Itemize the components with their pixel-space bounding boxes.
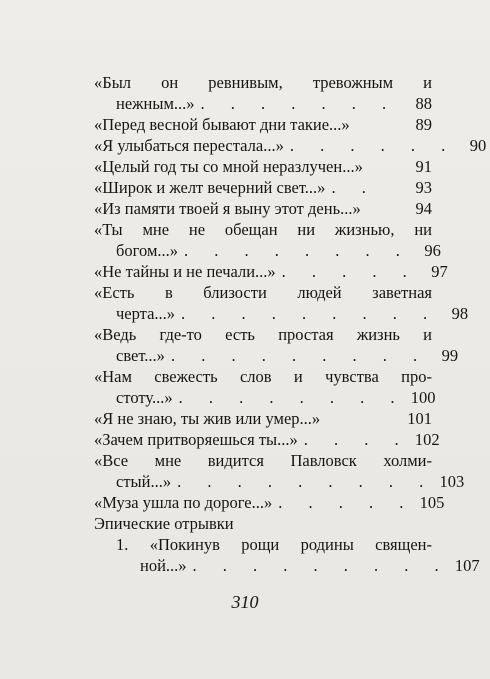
toc-page-number: 94 — [415, 199, 432, 218]
toc-entry — [94, 261, 448, 282]
toc-page-number: 90 — [469, 136, 487, 155]
toc-entry-title: 1. «Покинув рощи родины священ- — [116, 535, 432, 554]
toc-page-number: 89 — [415, 115, 432, 134]
leader-dots: . . . . . . . . . — [170, 346, 429, 365]
toc-entry-title: «Я не знаю, ты жив или умер...» — [94, 409, 321, 428]
leader-dots: . . . . . — [278, 493, 415, 512]
toc-entry-title: «Ты мне не обещан ни жизнью, ни — [94, 220, 432, 239]
leader-dots: . . . . . . . . . — [192, 556, 450, 575]
toc-entry-title: свет...» — [116, 346, 165, 365]
leader-dots: . . . . . . . . — [184, 241, 411, 260]
toc-page-number: 101 — [407, 409, 432, 428]
toc-page-number: 91 — [415, 157, 432, 176]
toc-entry — [94, 114, 432, 135]
toc-page-number: 97 — [431, 262, 448, 281]
toc-entry-title: «Все мне видится Павловск холми- — [94, 451, 432, 470]
toc-entry-title: «Целый год ты со мной неразлучен...» — [94, 157, 363, 176]
toc-entry-title: черта...» — [116, 304, 176, 323]
toc-page-number: 99 — [441, 346, 459, 365]
toc-entry-title: «Нам свежесть слов и чувства про- — [94, 367, 432, 386]
toc-entry — [94, 324, 459, 366]
toc-page-number: 98 — [451, 304, 469, 323]
toc-entry-title: нежным...» — [116, 94, 195, 113]
toc-entry — [94, 492, 445, 513]
leader-dots: . . . . — [303, 430, 410, 449]
section-heading: Эпические отрывки — [94, 514, 234, 533]
toc-page-number: 100 — [410, 388, 436, 407]
toc-entry-title: «Зачем притворяешься ты...» — [94, 430, 298, 449]
toc-entry — [94, 177, 432, 198]
table-of-contents — [94, 72, 487, 576]
toc-page-number: 105 — [419, 493, 445, 512]
leader-dots: . . . . . — [281, 262, 418, 281]
toc-entry-title: «Муза ушла по дороге...» — [94, 493, 273, 512]
toc-entry — [94, 408, 432, 429]
toc-entry — [94, 450, 465, 492]
toc-entry-title: «Есть в близости людей заветная — [94, 283, 432, 302]
leader-dots: . . — [331, 178, 377, 197]
toc-entry — [94, 156, 432, 177]
toc-entry-title: «Не тайны и не печали...» — [94, 262, 276, 281]
toc-page-number: 96 — [424, 241, 441, 260]
toc-page-number: 102 — [414, 430, 440, 449]
leader-dots: . . . . . . . . — [178, 388, 406, 407]
leader-dots: . . . . . . — [289, 136, 457, 155]
toc-entry-title: «Я улыбаться перестала...» — [94, 136, 284, 155]
toc-entry-title: стоту...» — [116, 388, 173, 407]
toc-entry — [94, 282, 469, 324]
toc-entry-title: «Из памяти твоей я выну этот день...» — [94, 199, 361, 218]
leader-dots: . . . . . . . . . — [181, 304, 439, 323]
toc-entry — [94, 135, 487, 156]
toc-entry-title: ной...» — [140, 556, 187, 575]
toc-entry — [94, 429, 440, 450]
toc-entry — [94, 366, 436, 408]
toc-entry-title: «Перед весной бывают дни такие...» — [94, 115, 350, 134]
toc-page-number: 107 — [454, 556, 480, 575]
toc-page-number: 88 — [415, 94, 432, 113]
toc-entry-title: богом...» — [116, 241, 179, 260]
toc-entry — [94, 198, 432, 219]
page-number: 310 — [231, 592, 259, 612]
toc-entry — [94, 72, 432, 114]
leader-dots: . . . . . . . — [200, 94, 398, 113]
toc-entry-title: «Ведь где-то есть простая жизнь и — [94, 325, 432, 344]
leader-dots: . . . . . . . . . — [177, 472, 435, 491]
toc-page-number: 93 — [415, 178, 432, 197]
toc-entry-title: «Был он ревнивым, тревожным и — [94, 73, 432, 92]
toc-entry — [94, 534, 480, 576]
toc-page-number: 103 — [439, 472, 465, 491]
toc-entry-title: стый...» — [116, 472, 172, 491]
toc-entry-title: «Широк и желт вечерний свет...» — [94, 178, 326, 197]
toc-entry — [94, 219, 441, 261]
